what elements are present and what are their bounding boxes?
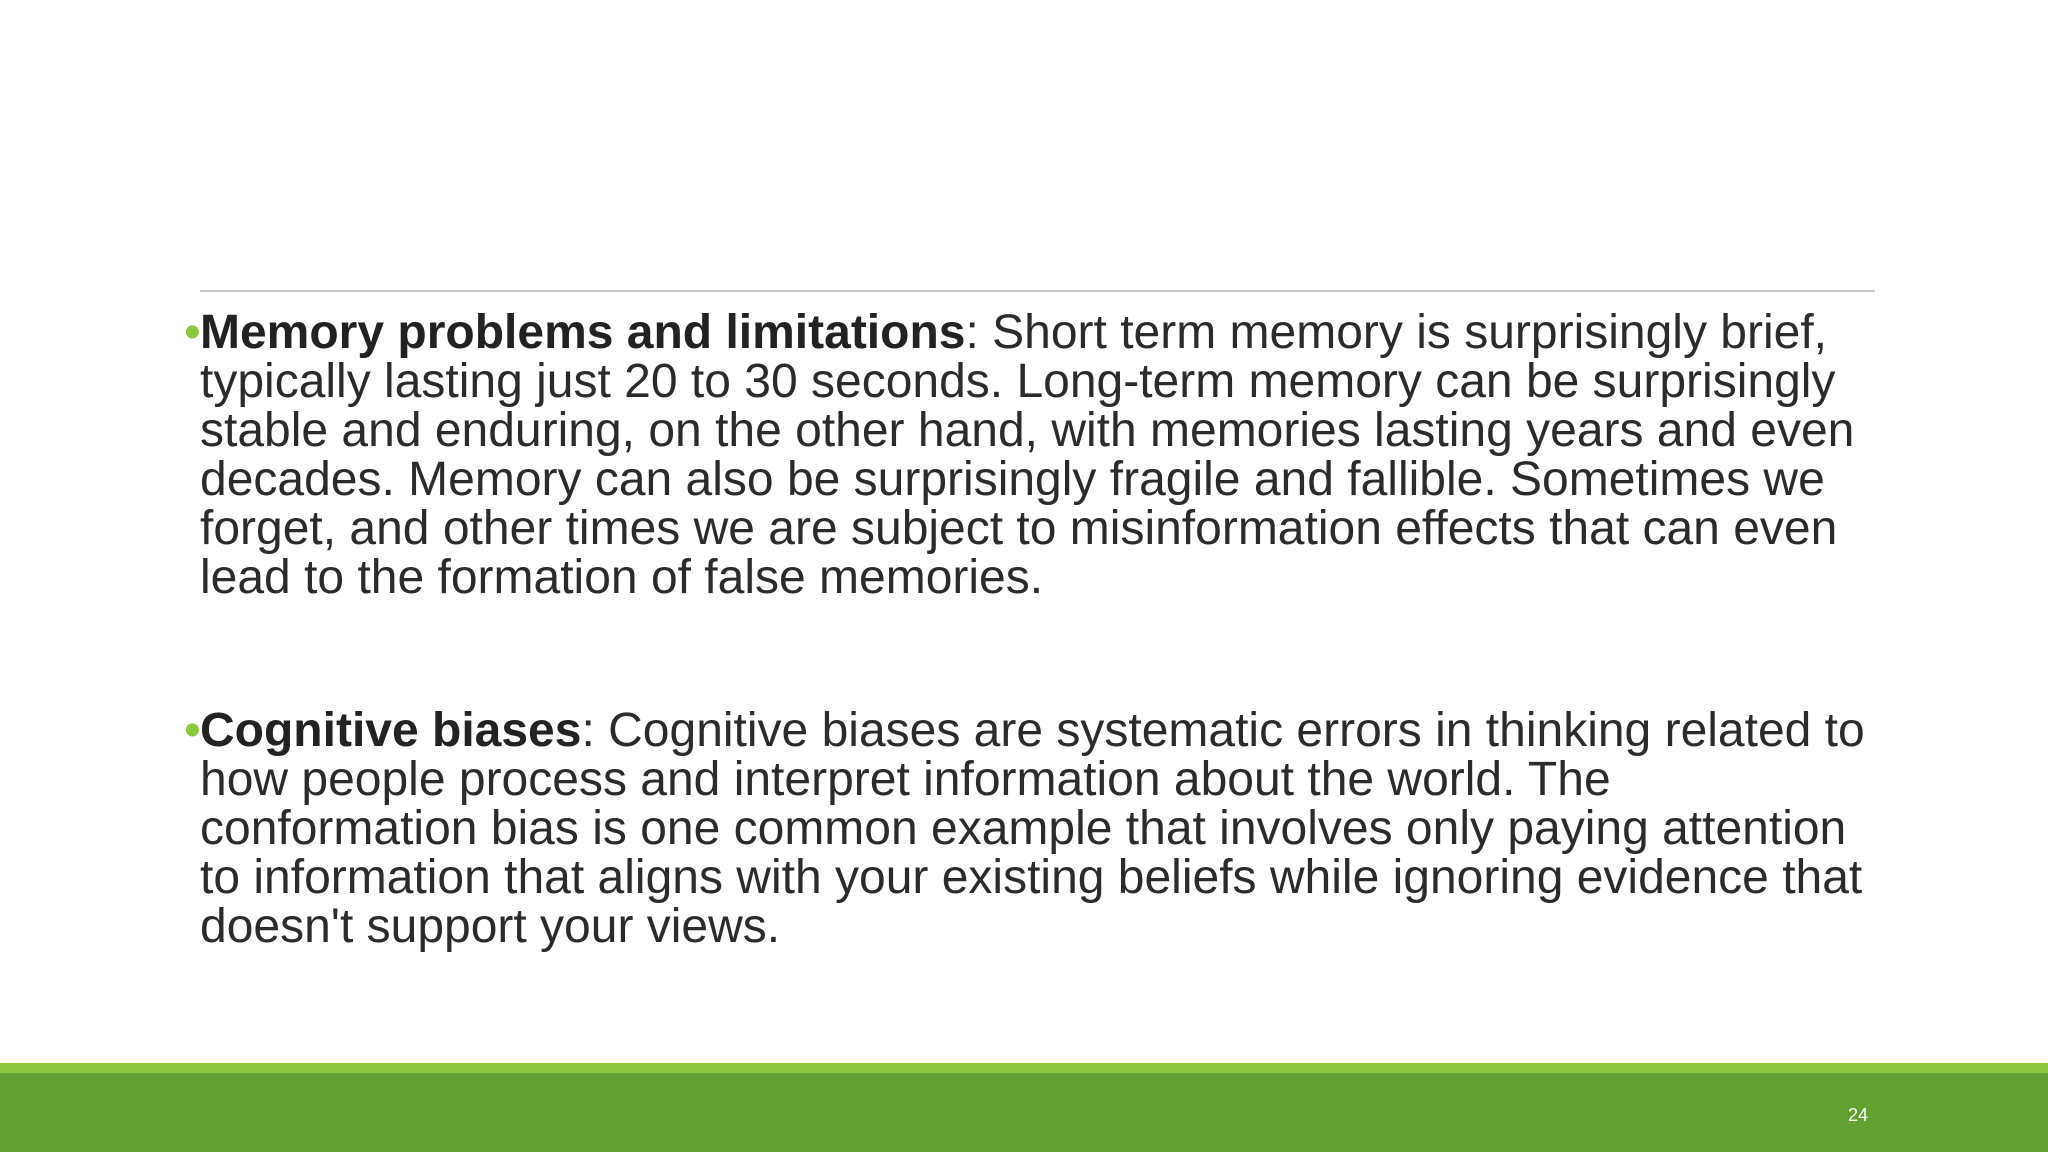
bullet-colon: : — [965, 306, 979, 359]
footer-bar — [0, 1063, 2048, 1152]
title-divider — [200, 290, 1875, 292]
page-number: 24 — [1847, 1105, 1868, 1125]
bullet-body: Short term memory is surprisingly brief, typically lasting just 20 to 30 seconds. Long-term memory can be surprisingly stable and enduring, on the other hand, with memories lasting years and even decades. Memory can also be surprisingly fragile and fallible. Sometimes we forget, and other times we are subject to misinformation effects that can even lead to the formation of false memories. — [200, 306, 1855, 604]
bullet-body: Cognitive biases are systematic errors in thinking related to how people process and interpret information about the world. The conformation bias is one common example that involves only paying attention to information that aligns with your existing beliefs while ignoring evidence that doesn't support your views. — [200, 704, 1865, 953]
bullet-icon: • — [184, 306, 201, 359]
bullet-heading: Memory problems and limitations — [200, 306, 966, 359]
slide-content — [184, 308, 1884, 951]
bullet-cognitive-biases — [184, 706, 1884, 951]
footer-accent-stripe — [0, 1063, 2048, 1073]
footer-band — [0, 1073, 2048, 1152]
bullet-heading: Cognitive biases — [200, 704, 582, 757]
bullet-memory-problems — [184, 308, 1884, 602]
bullet-icon: • — [184, 704, 201, 757]
bullet-colon: : — [581, 704, 595, 757]
